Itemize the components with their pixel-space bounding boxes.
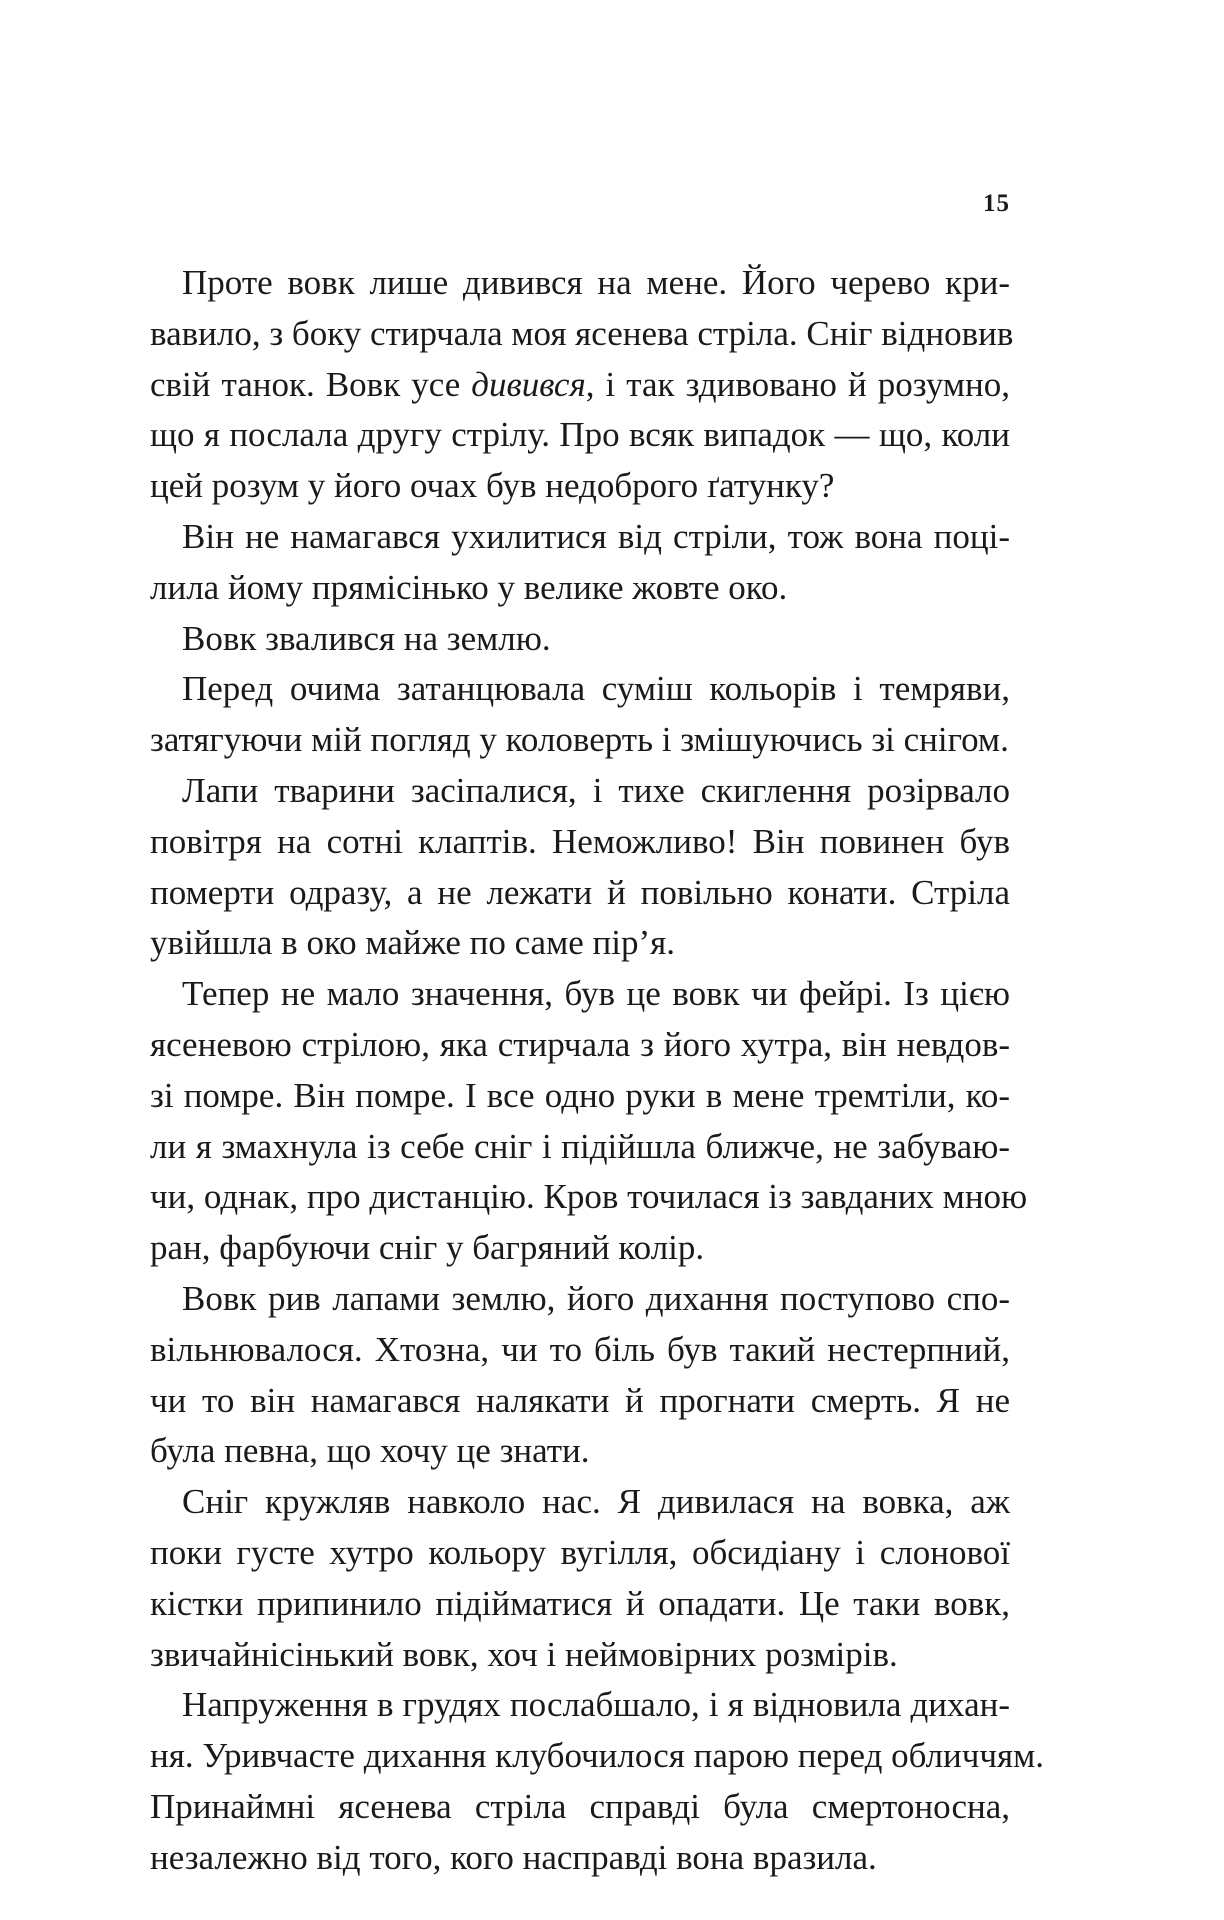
text-line: цей розум у його очах був недоброго ґатунку? bbox=[150, 466, 835, 506]
text-line: затягуючи мій погляд у коловерть і змішуючись зі снігом. bbox=[150, 720, 1009, 760]
text-line: Проте вовк лише дивився на мене. Його черево кри- bbox=[182, 263, 1010, 302]
text-line: Вовк рив лапами землю, його дихання поступово спо- bbox=[182, 1278, 1010, 1318]
text-segment: , і так здивовано й розумно, bbox=[585, 364, 1010, 404]
text-line: повітря на сотні клаптів. Неможливо! Він повинен був bbox=[150, 821, 1010, 861]
text-line: поки густе хутро кольору вугілля, обсидіану і слонової bbox=[150, 1532, 1010, 1572]
text-line: Тепер не мало значення, був це вовк чи фейрі. Із цією bbox=[182, 974, 1010, 1014]
text-line: Він не намагався ухилитися від стріли, тож вона поці- bbox=[182, 516, 1010, 556]
text-line: Напруження в грудях послабшало, і я відновила дихан- bbox=[182, 1685, 1010, 1725]
text-line: увійшла в око майже по саме пір’я. bbox=[150, 923, 675, 963]
text-segment: свій танок. Вовк усе bbox=[150, 364, 472, 404]
emphasized-word: дивився bbox=[471, 364, 586, 404]
text-line: Перед очима затанцювала суміш кольорів і темряви, bbox=[182, 669, 1010, 709]
text-line: що я послала другу стрілу. Про всяк випадок — що, коли bbox=[150, 415, 1010, 455]
text-line: Вовк звалився на землю. bbox=[182, 618, 551, 658]
text-line: ня. Уривчасте дихання клубочилося парою перед обличчям. bbox=[150, 1736, 1044, 1776]
text-line: незалежно від того, кого насправді вона вразила. bbox=[150, 1837, 877, 1877]
page-number: 15 bbox=[983, 190, 1010, 217]
text-line: вільнювалося. Хтозна, чи то біль був такий нестерпний, bbox=[150, 1329, 1010, 1369]
text-line bbox=[150, 360, 1010, 411]
text-line: Принаймні ясенева стріла справді була смертоносна, bbox=[150, 1786, 1010, 1826]
text-line: ли я змахнула із себе сніг і підійшла ближче, не забуваю- bbox=[150, 1126, 1010, 1166]
text-line: чи, однак, про дистанцію. Кров точилася із завданих мною bbox=[150, 1177, 1028, 1217]
text-line: звичайнісінький вовк, хоч і неймовірних розмірів. bbox=[150, 1634, 898, 1674]
text-line: була певна, що хочу це знати. bbox=[150, 1431, 590, 1471]
text-line: Сніг кружляв навколо нас. Я дивилася на вовка, аж bbox=[182, 1482, 1010, 1522]
body-text bbox=[150, 258, 1044, 1884]
text-line: зі помре. Він помре. І все одно руки в мене тремтіли, ко- bbox=[150, 1075, 1010, 1115]
text-line: ран, фарбуючи сніг у багряний колір. bbox=[150, 1228, 705, 1268]
text-line: померти одразу, а не лежати й повільно конати. Стріла bbox=[150, 872, 1010, 912]
text-line: чи то він намагався налякати й прогнати смерть. Я не bbox=[150, 1380, 1010, 1420]
text-line: лила йому прямісінько у велике жовте око. bbox=[150, 567, 788, 607]
text-line: вавило, з боку стирчала моя ясенева стріла. Сніг відновив bbox=[150, 313, 1014, 353]
text-line: Лапи тварини засіпалися, і тихе скиглення розірвало bbox=[182, 770, 1010, 810]
text-line: ясеневою стрілою, яка стирчала з його хутра, він невдов- bbox=[150, 1024, 1010, 1064]
text-line: кістки припинило підійматися й опадати. Це таки вовк, bbox=[150, 1583, 1010, 1623]
